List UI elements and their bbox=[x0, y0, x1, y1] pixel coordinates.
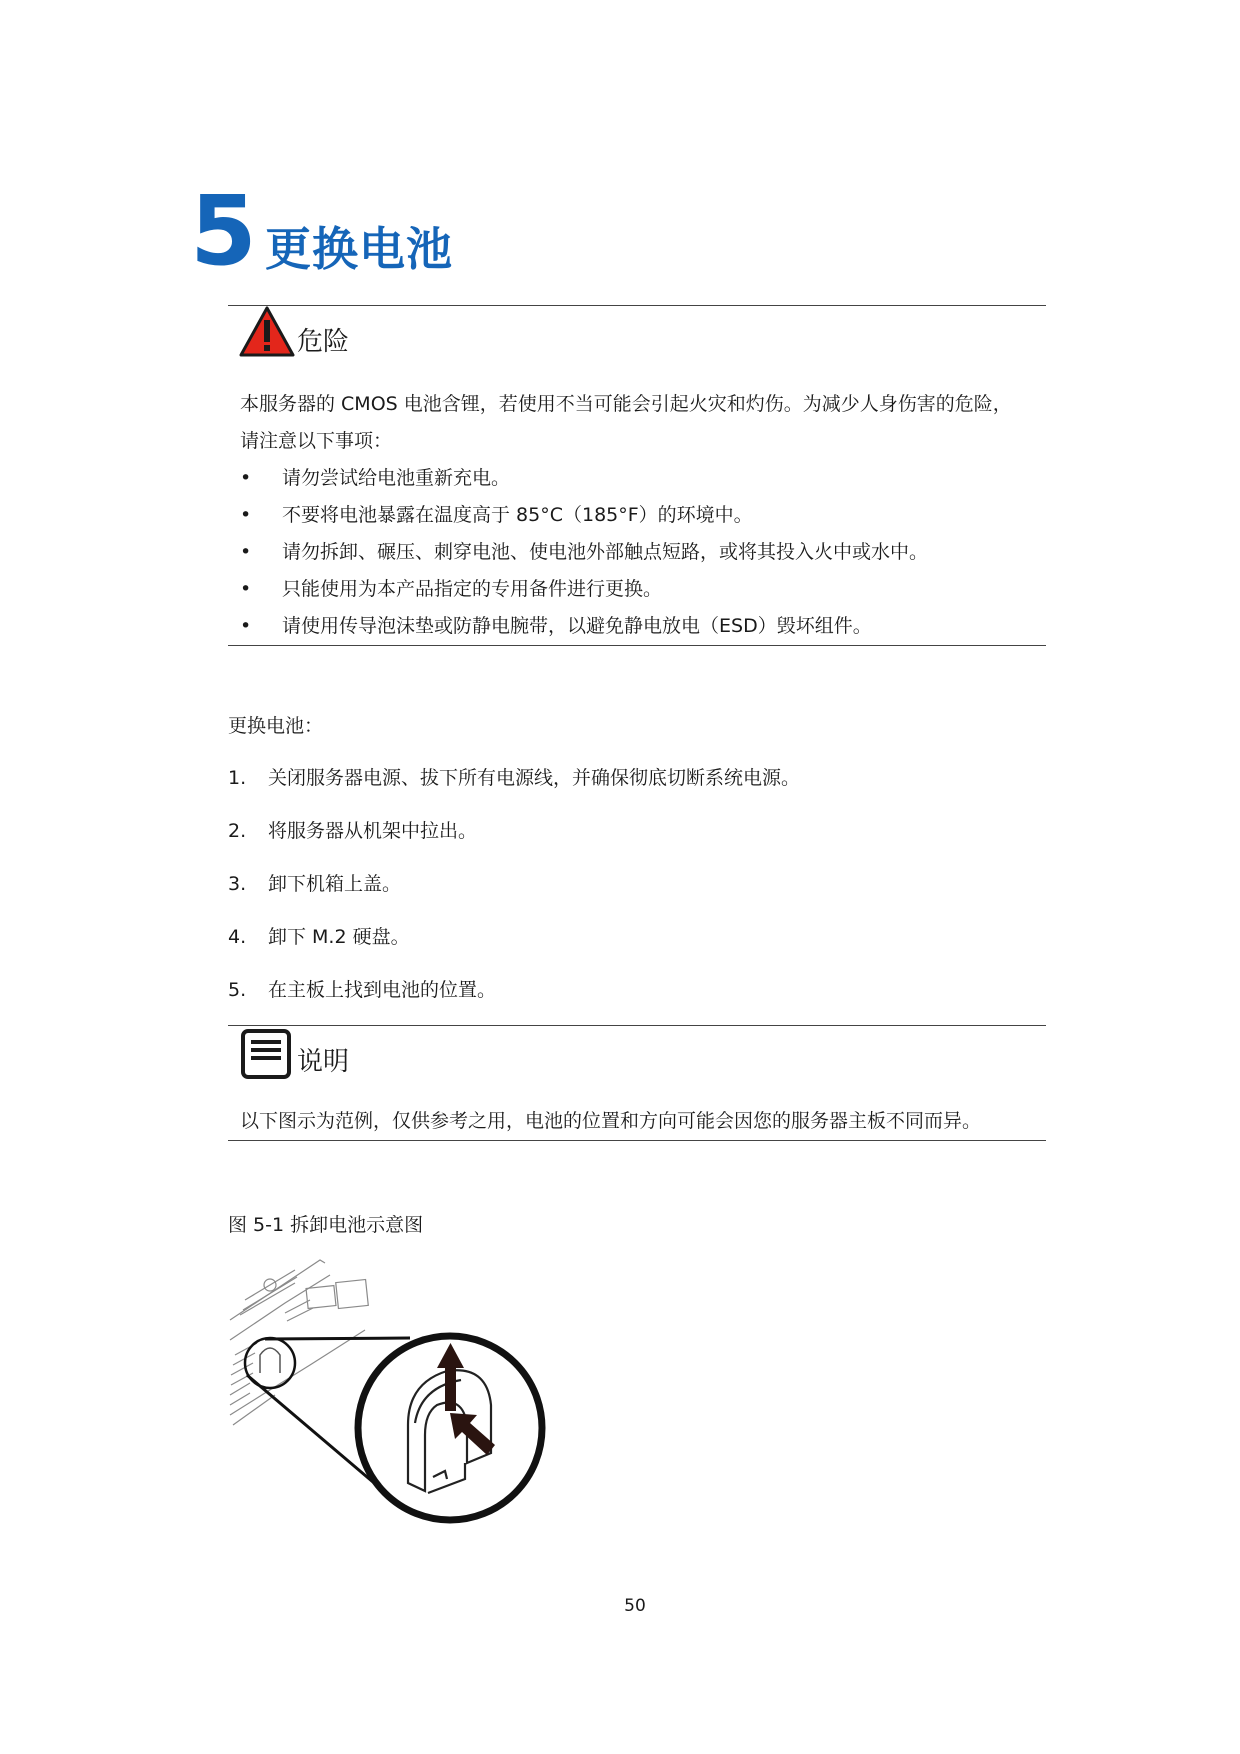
step-item bbox=[228, 764, 800, 817]
motherboard-drawing bbox=[230, 1260, 368, 1425]
step-text: 将服务器从机架中拉出。 bbox=[268, 820, 478, 842]
bullet-icon: • bbox=[240, 578, 252, 600]
bullet-icon: • bbox=[240, 615, 252, 637]
battery-removal-illustration bbox=[225, 1255, 555, 1535]
step-number: 5. bbox=[228, 979, 247, 1001]
step-number: 2. bbox=[228, 820, 247, 842]
danger-bullet-list bbox=[240, 460, 1060, 645]
list-item bbox=[240, 608, 1060, 645]
step-text: 在主板上找到电池的位置。 bbox=[268, 979, 497, 1001]
step-number: 4. bbox=[228, 926, 247, 948]
warning-triangle-icon bbox=[238, 305, 296, 359]
note-top-rule bbox=[228, 1025, 1046, 1026]
step-text: 卸下 M.2 硬盘。 bbox=[268, 926, 410, 948]
step-item bbox=[228, 870, 800, 923]
chapter-number: 5 bbox=[190, 175, 257, 287]
step-item bbox=[228, 923, 800, 976]
bullet-text: 请勿拆卸、碾压、刺穿电池、使电池外部触点短路，或将其投入火中或水中。 bbox=[282, 541, 929, 563]
list-item bbox=[240, 571, 1060, 608]
step-text: 卸下机箱上盖。 bbox=[268, 873, 402, 895]
bullet-icon: • bbox=[240, 541, 252, 563]
bullet-icon: • bbox=[240, 467, 252, 489]
chapter-title: 更换电池 bbox=[265, 222, 453, 276]
bullet-text: 不要将电池暴露在温度高于 85°C（185°F）的环境中。 bbox=[282, 504, 753, 526]
note-text: 以下图示为范例，仅供参考之用，电池的位置和方向可能会因您的服务器主板不同而异。 bbox=[240, 1110, 982, 1132]
procedure-steps bbox=[228, 764, 800, 1029]
danger-intro-line-2: 请注意以下事项： bbox=[240, 430, 393, 452]
danger-intro-line-1: 本服务器的 CMOS 电池含锂，若使用不当可能会引起火灾和灼伤。为减少人身伤害的危险， bbox=[240, 393, 1012, 415]
note-label: 说明 bbox=[297, 1047, 350, 1077]
step-number: 3. bbox=[228, 873, 247, 895]
list-item bbox=[240, 497, 1060, 534]
danger-label: 危险 bbox=[297, 327, 350, 357]
step-item bbox=[228, 976, 800, 1029]
procedure-title: 更换电池： bbox=[228, 715, 324, 737]
note-icon bbox=[240, 1028, 292, 1080]
list-item bbox=[240, 460, 1060, 497]
note-bottom-rule bbox=[228, 1140, 1046, 1141]
page-number: 50 bbox=[624, 1596, 646, 1616]
danger-top-rule bbox=[228, 305, 1046, 306]
step-number: 1. bbox=[228, 767, 247, 789]
bullet-text: 请勿尝试给电池重新充电。 bbox=[282, 467, 511, 489]
bullet-text: 只能使用为本产品指定的专用备件进行更换。 bbox=[282, 578, 663, 600]
figure-caption: 图 5-1 拆卸电池示意图 bbox=[228, 1214, 424, 1236]
list-item bbox=[240, 534, 1060, 571]
bullet-text: 请使用传导泡沫垫或防静电腕带，以避免静电放电（ESD）毁坏组件。 bbox=[282, 615, 872, 637]
bullet-icon: • bbox=[240, 504, 252, 526]
danger-bottom-rule bbox=[228, 645, 1046, 646]
step-text: 关闭服务器电源、拔下所有电源线，并确保彻底切断系统电源。 bbox=[268, 767, 801, 789]
step-item bbox=[228, 817, 800, 870]
danger-intro bbox=[240, 386, 1050, 460]
